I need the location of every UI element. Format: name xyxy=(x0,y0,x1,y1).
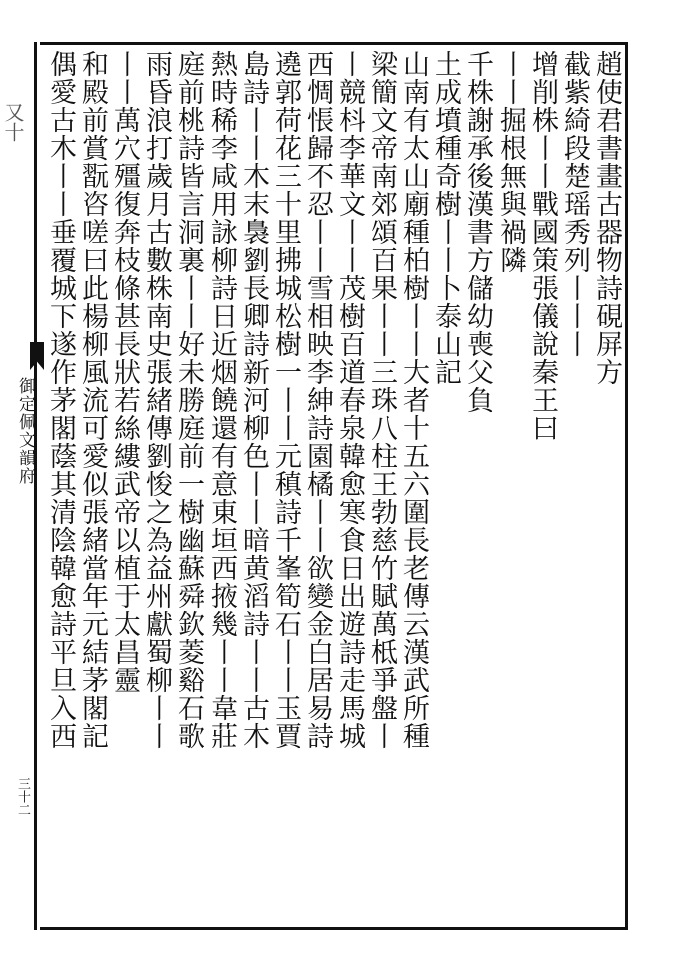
margin-rule xyxy=(34,42,37,930)
text-column: 熱時稀李咸用詠柳詩日近烟饒還有意東垣西掖幾丨丨韋莊 xyxy=(206,50,237,750)
text-column: 丨競枓李華文丨丨茂樹百道春泉韓愈寒食日出遊詩走馬城 xyxy=(334,50,365,750)
text-column: 土成墳種奇樹丨丨卜泰山記 xyxy=(430,50,461,386)
text-column: 庭前桃詩皆言洞裏丨丨好未勝庭前一樹幽蘇舜欽菱谿石歌 xyxy=(173,50,204,750)
text-column: 截紫綺段楚瑶秀列丨丨丨 xyxy=(559,50,590,358)
text-column: 丨丨萬穴殭復奔枝條甚長狀若絲縷武帝以植于太昌靈 xyxy=(109,50,140,694)
book-title: 御定佩文韻府 xyxy=(15,377,35,485)
page-number: 三十二 xyxy=(15,777,30,816)
margin-fragment: 又十 xyxy=(1,102,25,142)
text-column: 丨丨掘根無與禍隣 xyxy=(495,50,526,274)
text-column: 島詩丨丨木末裊劉長卿詩新河柳色丨丨暗黄滔詩丨丨古木 xyxy=(238,50,269,750)
text-column: 和殿前賞翫咨嗟曰此楊柳風流可愛似張緒當年元結茅閣記 xyxy=(77,50,108,750)
text-column: 西惆悵歸不忍丨丨雪相映李紳詩園橘丨丨欲變金白居易詩 xyxy=(302,50,333,750)
text-column: 千株謝承後漢書方儲幼喪父負 xyxy=(462,50,493,414)
text-column: 山南有太山廟種柏樹丨丨大者十五六圍長老傳云漢武所種 xyxy=(398,50,429,750)
text-column: 增削株丨丨戰國策張儀說秦王曰 xyxy=(527,50,558,442)
text-column: 遶郭荷花三十里拂城松樹一丨丨元稹詩千峯筍石丨丨玉賈 xyxy=(270,50,301,750)
text-column: 雨昏浪打歲月古數株南史張緒傳劉悛之為益州獻蜀柳丨丨 xyxy=(141,50,172,750)
text-column: 偶愛古木丨丨垂覆城下遂作茅閣蔭其清陰韓愈詩平旦入西 xyxy=(45,50,76,750)
text-column: 趙使君書畫古器物詩硯屏方 xyxy=(591,50,622,386)
text-column: 梁簡文帝南郊頌百果丨丨三珠八柱王勃慈竹賦萬柢爭盤丨 xyxy=(366,50,397,750)
